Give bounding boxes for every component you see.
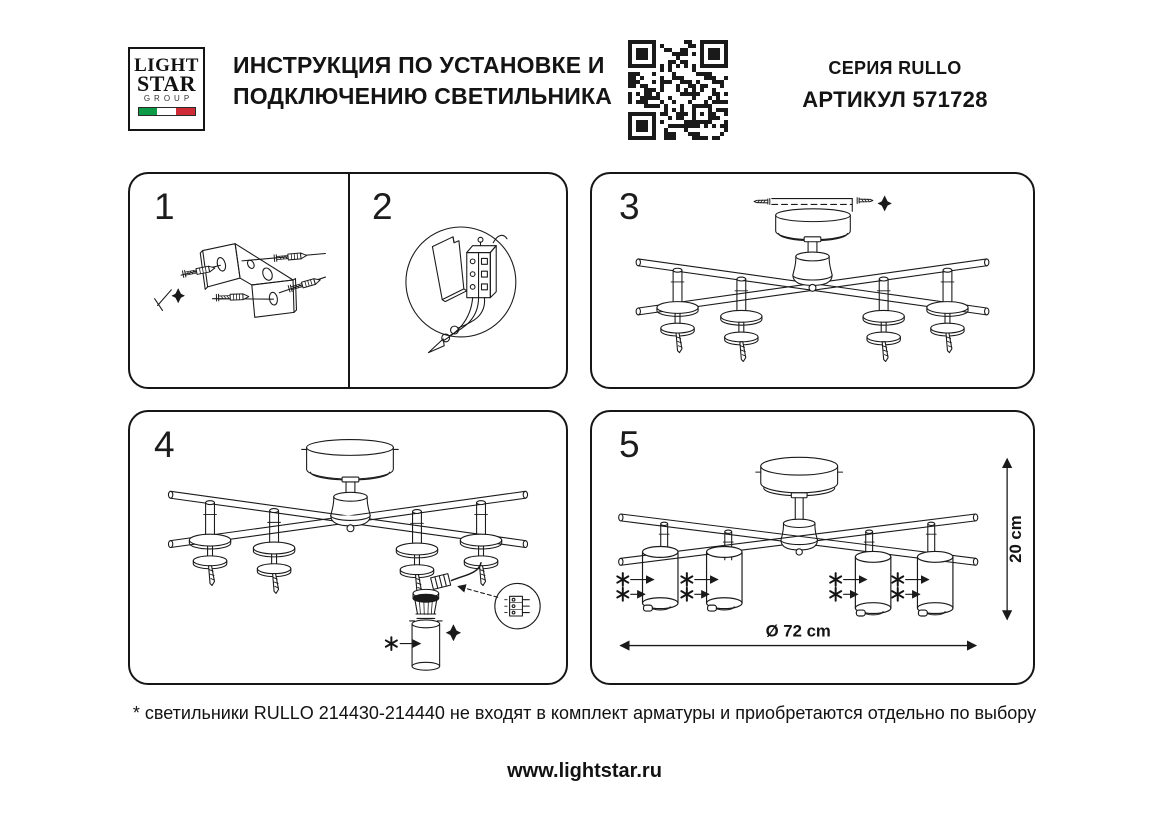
flag-white-segment	[157, 108, 176, 115]
page-title-line2: ПОДКЛЮЧЕНИЮ СВЕТИЛЬНИКА	[233, 83, 613, 109]
canopy	[302, 440, 399, 480]
website-url: www.lightstar.ru	[507, 760, 662, 782]
dimension-height	[1006, 459, 1025, 619]
canopy	[756, 457, 843, 495]
step-number-5: 5	[619, 424, 640, 465]
flag-red-segment	[176, 108, 195, 115]
diagram-step-5-assembled	[592, 412, 1033, 683]
diagram-step-4-lamp-connection	[130, 412, 566, 683]
lamp-assembly	[410, 589, 443, 670]
hub	[331, 492, 370, 531]
step-number-1: 1	[154, 186, 175, 227]
move-icon	[447, 626, 459, 640]
panel-step-3	[590, 172, 1035, 389]
asterisk-pointers	[617, 573, 928, 601]
mounting-plate	[432, 237, 466, 302]
connector-wire	[431, 563, 481, 590]
stem	[791, 493, 807, 523]
flag-green-segment	[139, 108, 158, 115]
dimension-width	[621, 622, 976, 646]
spot-holders	[189, 501, 501, 595]
step-number-3: 3	[619, 186, 640, 227]
step-number-4: 4	[154, 424, 175, 465]
height-label: 20 cm	[1005, 515, 1025, 563]
footnote: * светильники RULLO 214430-214440 не входят в комплект арматуры и приобретаются отдельно по выбору	[132, 703, 1037, 723]
page-title-line1: ИНСТРУКЦИЯ ПО УСТАНОВКЕ И	[233, 52, 605, 78]
canopy	[776, 209, 851, 241]
logo-word-group: GROUP	[143, 94, 194, 103]
panel-step-5	[590, 410, 1035, 685]
logo-word-light: LIGHT	[134, 55, 199, 76]
italian-flag-stripe	[138, 107, 196, 116]
diagram-step-3-frame-mounting	[592, 174, 1033, 387]
panel-step-4	[128, 410, 568, 685]
product-info	[750, 58, 1040, 113]
wiring-callout	[458, 583, 540, 628]
step-number-2: 2	[372, 186, 393, 227]
series-name: СЕРИЯ RULLO	[828, 58, 962, 78]
callout-circle	[406, 227, 516, 337]
qr-code	[628, 40, 728, 140]
wires	[428, 298, 484, 353]
article-number: АРТИКУЛ 571728	[802, 87, 988, 112]
diameter-label: Ø 72 cm	[765, 621, 831, 641]
lightstar-logo	[128, 47, 205, 131]
page-title	[233, 50, 612, 112]
logo-word-star: STAR	[136, 71, 197, 96]
diagram-step-2-wiring	[130, 174, 566, 387]
panel-steps-1-2	[128, 172, 568, 389]
asterisk-pointer	[386, 637, 420, 650]
